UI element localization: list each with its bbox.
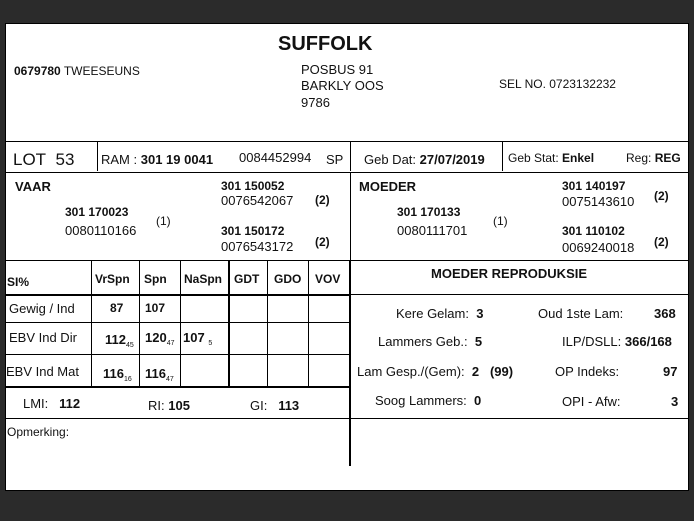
repro-oud: [538, 306, 623, 321]
lammers-value: 5: [474, 334, 483, 349]
registration: [626, 151, 681, 165]
row-label-mat: EBV Ind Mat: [6, 364, 79, 379]
repro-kere: [396, 306, 483, 321]
row1-spn: 107: [145, 301, 166, 315]
row3-vrspn-acc: 16: [123, 376, 132, 383]
ram: [101, 152, 213, 167]
ilp-label: ILP/DSLL:: [562, 334, 622, 349]
ilp-value: 366/168: [624, 334, 672, 349]
repro-title: MOEDER REPRODUKSIE: [431, 266, 588, 281]
gesp-label: Lam Gesp./(Gem):: [357, 364, 465, 379]
phone: SEL NO. 0723132232: [499, 77, 616, 91]
lot-card: [5, 23, 689, 491]
sire-dam-reg: 0076543172: [221, 239, 294, 254]
soog-value: 0: [474, 393, 482, 408]
row2-spn-acc: 47: [166, 340, 175, 347]
row2-spn: [145, 330, 175, 347]
row3-spn: [145, 366, 174, 383]
dam-dam-id: 301 110102: [562, 224, 625, 238]
birth: [364, 152, 485, 167]
dam-id: 301 170133: [397, 205, 461, 219]
op-label: OP Indeks:: [555, 364, 620, 379]
gi-label: GI:: [250, 398, 268, 413]
sire-sire-id: 301 150052: [221, 179, 285, 193]
repro-opi: [562, 394, 621, 409]
opi-label: OPI - Afw:: [562, 394, 621, 409]
ram-label: RAM :: [101, 152, 138, 167]
oud-label: Oud 1ste Lam:: [538, 306, 624, 321]
row2-spn-value: 120: [145, 330, 167, 345]
lmi: [23, 396, 80, 411]
ram-code: SP: [326, 152, 344, 167]
dam-sire-mark: (2): [654, 189, 669, 203]
dam-sire-reg: 0075143610: [562, 194, 635, 209]
row2-vrspn-acc: 45: [125, 342, 134, 349]
header-gdo: GDO: [274, 272, 302, 286]
dam-reg: 0080111701: [397, 223, 468, 238]
reg-label: Reg:: [626, 151, 652, 165]
ram-id: 301 19 0041: [140, 152, 214, 167]
lmi-label: LMI:: [23, 396, 49, 411]
sire-dam-id: 301 150172: [221, 224, 285, 238]
remarks-label: Opmerking:: [7, 425, 70, 439]
birth-status: [508, 151, 594, 165]
address-line-2: BARKLY OOS: [301, 78, 384, 93]
ri-value: 105: [168, 398, 190, 413]
lammers-label: Lammers Geb.:: [378, 334, 468, 349]
ri: [148, 398, 190, 413]
lmi-value: 112: [59, 396, 81, 411]
stat-value: Enkel: [562, 151, 595, 165]
gi-value: 113: [278, 398, 300, 413]
gi: [250, 398, 299, 413]
sire-sire-mark: (2): [315, 193, 330, 207]
row2-vrspn-value: 112: [105, 332, 126, 347]
sire-sire-reg: 0076542067: [221, 193, 294, 208]
opi-value: 3: [671, 394, 679, 409]
dam-dam-reg: 0069240018: [562, 240, 635, 255]
address-line-3: 9786: [301, 95, 330, 110]
kere-label: Kere Gelam:: [396, 306, 469, 321]
address-line-1: POSBUS 91: [301, 62, 374, 77]
row3-spn-value: 116: [145, 366, 166, 381]
repro-ilp: [562, 334, 672, 349]
dam-mark: (1): [493, 214, 508, 228]
repro-gesp: [357, 364, 513, 379]
repro-op: [555, 364, 619, 379]
breed-title: SUFFOLK: [278, 33, 373, 55]
soog-label: Soog Lammers:: [375, 393, 467, 408]
header-vov: VOV: [315, 272, 341, 286]
owner-name: TWEESEUNS: [63, 64, 140, 78]
lot-label: LOT: [13, 150, 47, 169]
lot: [13, 150, 74, 170]
row3-spn-acc: 47: [165, 376, 174, 383]
row2-vrspn: [105, 332, 134, 349]
sire-id: 301 170023: [65, 205, 129, 219]
row-label-dir: EBV Ind Dir: [9, 330, 77, 345]
lot-number: 53: [55, 150, 75, 169]
header-naspn: NaSpn: [184, 272, 223, 286]
header-si: SI%: [7, 275, 30, 289]
row3-vrspn: [103, 366, 132, 383]
birth-date: 27/07/2019: [419, 152, 485, 167]
gesp-gem: (99): [489, 364, 514, 379]
stat-label: Geb Stat:: [508, 151, 559, 165]
dam-dam-mark: (2): [654, 235, 669, 249]
row-label-gewig: Gewig / Ind: [9, 301, 75, 316]
sire-label: VAAR: [15, 179, 51, 194]
row2-naspn-acc: 5: [208, 340, 213, 347]
header-gdt: GDT: [234, 272, 260, 286]
oud-value: 368: [654, 306, 676, 321]
header-vrspn: VrSpn: [95, 272, 130, 286]
reg-value: REG: [654, 151, 681, 165]
kere-value: 3: [476, 306, 484, 321]
gesp-value: 2: [471, 364, 480, 379]
owner-id: 0679780: [14, 64, 61, 78]
ri-label: RI:: [148, 398, 165, 413]
header-spn: Spn: [144, 272, 167, 286]
row2-naspn-value: 107: [183, 330, 205, 345]
sire-dam-mark: (2): [315, 235, 330, 249]
owner: [14, 64, 140, 78]
row1-vrspn: 87: [110, 301, 124, 315]
sire-reg: 0080110166: [65, 223, 137, 238]
birth-label: Geb Dat:: [364, 152, 417, 167]
sire-mark: (1): [156, 214, 171, 228]
row2-naspn: [183, 330, 212, 347]
row3-vrspn-value: 116: [103, 366, 124, 381]
ram-reg: 0084452994: [239, 150, 312, 165]
repro-lammers: [378, 334, 482, 349]
dam-label: MOEDER: [359, 179, 417, 194]
repro-soog: [375, 393, 481, 408]
dam-sire-id: 301 140197: [562, 179, 626, 193]
op-value: 97: [663, 364, 678, 379]
